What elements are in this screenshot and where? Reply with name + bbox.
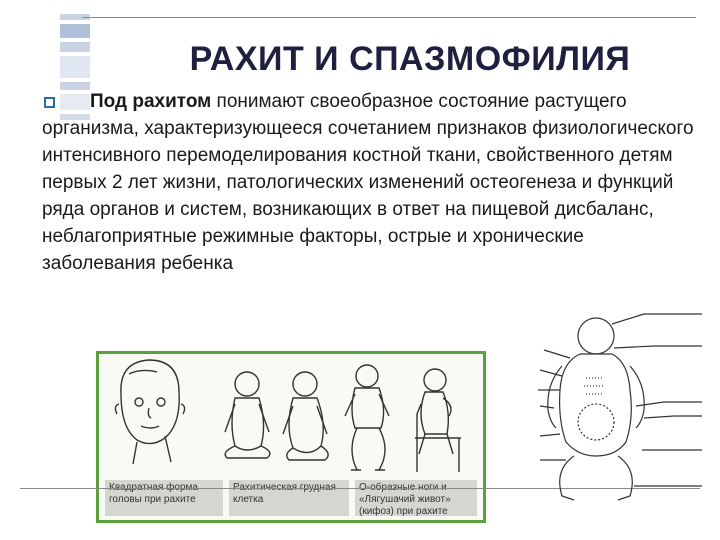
diagram-left-leg <box>560 456 574 500</box>
diagram-belly <box>578 404 614 440</box>
rickets-signs-figure <box>96 351 486 523</box>
caption-rachitic-chest: клетка <box>229 480 349 516</box>
child-on-chair-drawing <box>415 369 461 472</box>
lead-term: Под рахитом <box>90 91 212 112</box>
square-head-drawing <box>115 360 184 464</box>
definition-text: понимают своеобразное состояние растущего организма, характеризующееся сочетанием признаков физиологического интенсивного перемоделирования костной ткани, свойственного детям первых 2 лет жизни, патологических изменений остеогенеза и функций ряда органов и систем, возникающих в ответ на пищевой дисбаланс, неблагоприятные режимные факторы, острые и хронические заболевания ребенка <box>42 91 694 274</box>
diagram-right-leg <box>618 456 632 500</box>
standing-child-legs-drawing <box>345 365 389 470</box>
caption-o-legs: «Лягушачий живот» (кифоз) при рахите <box>355 480 477 516</box>
sitting-child-front-drawing <box>225 372 270 458</box>
diagram-head <box>578 318 614 354</box>
rickets-anatomy-diagram <box>504 310 704 510</box>
diagram-torso <box>560 354 632 456</box>
diagram-right-arm <box>630 366 644 428</box>
sitting-child-belly-drawing <box>283 372 328 460</box>
slide-title: РАХИТ И СПАЗМОФИЛИЯ <box>189 40 631 78</box>
definition-paragraph <box>42 88 702 277</box>
top-rule <box>82 17 696 18</box>
caption-square-head: головы при рахите <box>105 480 223 516</box>
